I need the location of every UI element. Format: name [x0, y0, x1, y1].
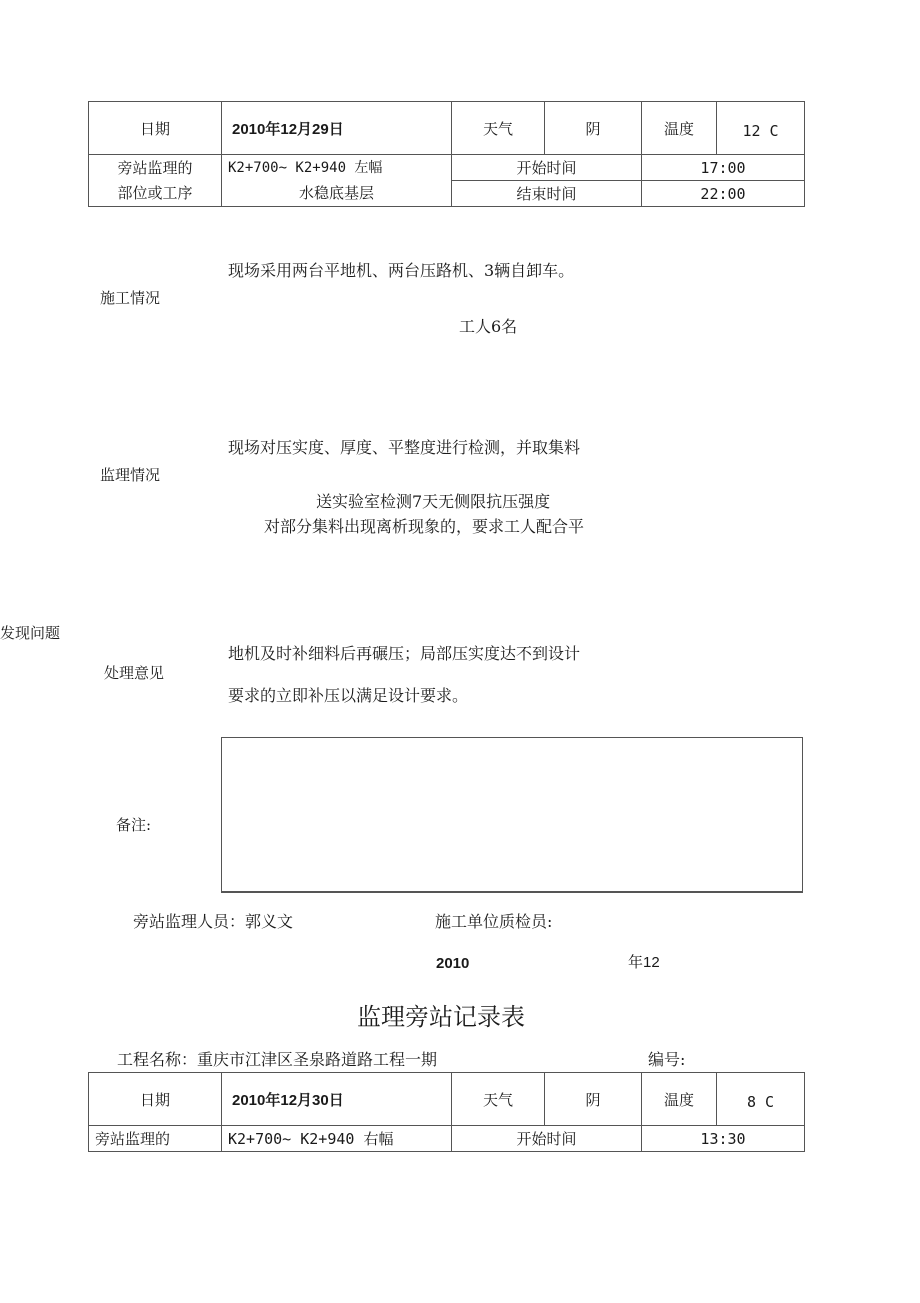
serial-number-label: 编号: — [648, 1050, 686, 1069]
record2-header-table — [88, 1072, 805, 1152]
location-label: 旁站监理的 — [89, 1126, 222, 1152]
start-time-value: 17:00 — [642, 155, 805, 181]
date-value: 2010年12月30日 — [222, 1073, 452, 1126]
record1-header-table — [88, 101, 805, 207]
location-value — [222, 155, 452, 207]
issues-line1: 地机及时补细料后再碾压；局部压实度达不到设计 — [228, 644, 581, 663]
start-time-value: 13:30 — [642, 1126, 805, 1152]
end-time-label: 结束时间 — [452, 181, 642, 207]
location-value-line2: 水稳底基层 — [298, 183, 374, 202]
weather-label: 天气 — [452, 1073, 545, 1126]
construction-line1: 现场采用两台平地机、两台压路机、3辆自卸车。 — [228, 261, 575, 280]
temperature-label: 温度 — [642, 1073, 717, 1126]
issues-label: 发现问题 — [0, 624, 61, 642]
issues-line2: 要求的立即补压以满足设计要求。 — [228, 686, 469, 705]
date-value: 2010年12月29日 — [222, 102, 452, 155]
signature-year: 2010 — [436, 955, 470, 972]
handling-label: 处理意见 — [104, 664, 165, 682]
start-time-label: 开始时间 — [452, 155, 642, 181]
inspector-signature: 施工单位质检员: — [435, 912, 553, 931]
remarks-box — [221, 737, 803, 893]
location-value-line1: K2+700~ K2+940 左幅 — [228, 159, 383, 176]
construction-label: 施工情况 — [100, 289, 161, 307]
location-label-line1: 旁站监理的 — [117, 158, 193, 177]
weather-value: 阴 — [545, 1073, 642, 1126]
signature-month: 年12 — [628, 954, 660, 971]
remarks-label: 备注: — [116, 816, 152, 834]
supervision-line3: 对部分集料出现离析现象的，要求工人配合平 — [264, 517, 585, 536]
temperature-value: 8 C — [717, 1073, 805, 1126]
location-label-line2: 部位或工序 — [117, 183, 193, 202]
date-label: 日期 — [89, 102, 222, 155]
end-time-value: 22:00 — [642, 181, 805, 207]
project-name: 工程名称：重庆市江津区圣泉路道路工程一期 — [117, 1050, 438, 1069]
construction-line2: 工人6名 — [459, 317, 518, 336]
location-label — [89, 155, 222, 207]
weather-value: 阴 — [545, 102, 642, 155]
weather-label: 天气 — [452, 102, 545, 155]
supervision-line1: 现场对压实度、厚度、平整度进行检测，并取集料 — [228, 438, 581, 457]
supervision-line2: 送实验室检测7天无侧限抗压强度 — [316, 492, 551, 511]
date-label: 日期 — [89, 1073, 222, 1126]
location-value: K2+700~ K2+940 右幅 — [222, 1126, 452, 1152]
supervision-label: 监理情况 — [100, 466, 161, 484]
form-title: 监理旁站记录表 — [357, 1003, 525, 1031]
supervisor-signature: 旁站监理人员：郭义文 — [133, 912, 294, 931]
temperature-label: 温度 — [642, 102, 717, 155]
start-time-label: 开始时间 — [452, 1126, 642, 1152]
temperature-value: 12 C — [717, 102, 805, 155]
